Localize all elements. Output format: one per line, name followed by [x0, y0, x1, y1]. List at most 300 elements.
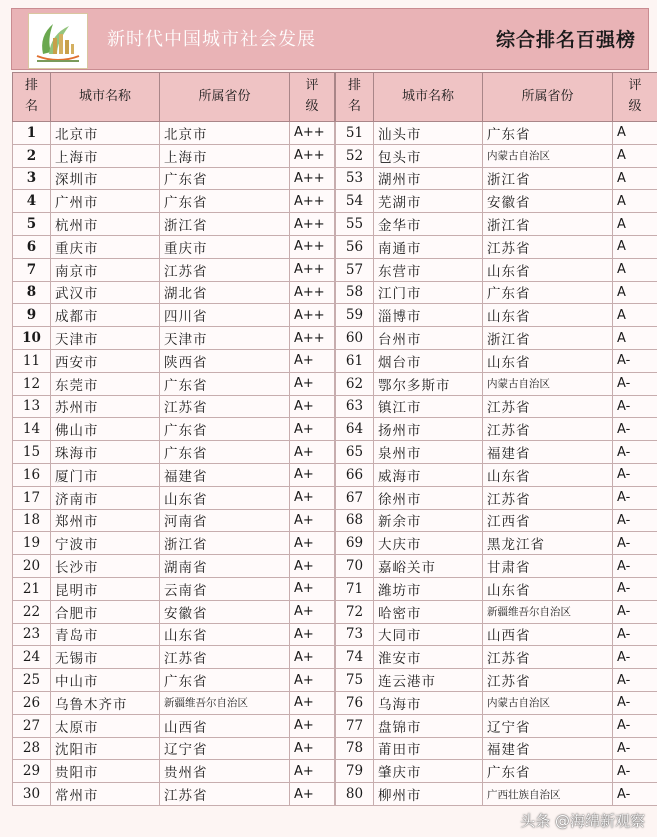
table-row [336, 122, 657, 145]
table-row [13, 714, 335, 737]
column-header-rank: 排名 [336, 73, 374, 122]
city-name-cell: 武汉市 [51, 281, 160, 304]
table-row [336, 235, 657, 258]
province-cell: 浙江省 [483, 213, 613, 236]
table-header-row [13, 73, 335, 122]
city-name-cell: 贵阳市 [51, 760, 160, 783]
table-row [13, 691, 335, 714]
grade-cell: A- [613, 509, 657, 532]
grade-cell: A+ [290, 509, 335, 532]
grade-cell: A+ [290, 532, 335, 555]
table-row [336, 714, 657, 737]
grade-cell: A+ [290, 669, 335, 692]
table-row [13, 327, 335, 350]
city-name-cell: 沈阳市 [51, 737, 160, 760]
province-cell: 甘肃省 [483, 555, 613, 578]
table-row [336, 349, 657, 372]
city-name-cell: 盘锦市 [374, 714, 483, 737]
province-cell: 陕西省 [160, 349, 290, 372]
province-cell: 福建省 [483, 737, 613, 760]
city-name-cell: 包头市 [374, 144, 483, 167]
table-body-left [13, 122, 335, 806]
city-name-cell: 连云港市 [374, 669, 483, 692]
city-name-cell: 台州市 [374, 327, 483, 350]
table-row [336, 669, 657, 692]
rank-cell: 3 [13, 167, 51, 190]
ranking-subtitle: 综合排名百强榜 [495, 29, 636, 51]
grade-cell: A+ [290, 577, 335, 600]
grade-cell: A+ [290, 555, 335, 578]
grade-cell: A- [613, 783, 657, 806]
grade-cell: A- [613, 372, 657, 395]
province-cell: 内蒙古自治区 [483, 372, 613, 395]
rank-cell: 70 [336, 555, 374, 578]
rank-cell: 67 [336, 486, 374, 509]
table-row [13, 486, 335, 509]
city-name-cell: 汕头市 [374, 122, 483, 145]
city-name-cell: 大同市 [374, 623, 483, 646]
grade-cell: A- [613, 600, 657, 623]
table-row [336, 281, 657, 304]
province-cell: 重庆市 [160, 235, 290, 258]
city-name-cell: 广州市 [51, 190, 160, 213]
rank-cell: 8 [13, 281, 51, 304]
province-cell: 山东省 [160, 623, 290, 646]
rank-cell: 11 [13, 349, 51, 372]
grade-cell: A- [613, 441, 657, 464]
province-cell: 山东省 [483, 258, 613, 281]
grade-cell: A+ [290, 623, 335, 646]
province-cell: 山东省 [483, 463, 613, 486]
page-title: 新时代中国城市社会发展 [107, 29, 316, 50]
rank-cell: 69 [336, 532, 374, 555]
grade-cell: A- [613, 486, 657, 509]
province-cell: 江苏省 [483, 669, 613, 692]
province-cell: 广东省 [483, 122, 613, 145]
rank-cell: 80 [336, 783, 374, 806]
province-cell: 山东省 [483, 349, 613, 372]
table-row [13, 463, 335, 486]
grade-cell: A+ [290, 600, 335, 623]
rank-cell: 63 [336, 395, 374, 418]
province-cell: 江苏省 [483, 418, 613, 441]
grade-cell: A [613, 281, 657, 304]
grade-cell: A++ [290, 122, 335, 145]
grade-cell: A [613, 304, 657, 327]
grade-cell: A++ [290, 167, 335, 190]
grade-cell: A- [613, 395, 657, 418]
rank-cell: 16 [13, 463, 51, 486]
province-cell: 安徽省 [160, 600, 290, 623]
province-cell: 新疆维吾尔自治区 [160, 691, 290, 714]
rank-cell: 75 [336, 669, 374, 692]
table-row [336, 760, 657, 783]
table-row [336, 577, 657, 600]
city-name-cell: 金华市 [374, 213, 483, 236]
province-cell: 山东省 [160, 486, 290, 509]
rank-cell: 53 [336, 167, 374, 190]
column-header-grade: 评级 [290, 73, 335, 122]
table-row [336, 144, 657, 167]
rank-cell: 12 [13, 372, 51, 395]
province-cell: 安徽省 [483, 190, 613, 213]
province-cell: 山西省 [483, 623, 613, 646]
city-name-cell: 昆明市 [51, 577, 160, 600]
province-cell: 广东省 [160, 441, 290, 464]
rank-cell: 2 [13, 144, 51, 167]
city-name-cell: 哈密市 [374, 600, 483, 623]
rank-cell: 62 [336, 372, 374, 395]
city-name-cell: 深圳市 [51, 167, 160, 190]
grade-cell: A- [613, 349, 657, 372]
table-row [13, 349, 335, 372]
watermark: 头条 @海绵新观察 [520, 812, 645, 830]
city-name-cell: 南通市 [374, 235, 483, 258]
rank-cell: 6 [13, 235, 51, 258]
ranking-table-left [12, 72, 335, 806]
column-header-rank: 排名 [13, 73, 51, 122]
table-row [13, 235, 335, 258]
city-name-cell: 东营市 [374, 258, 483, 281]
city-name-cell: 莆田市 [374, 737, 483, 760]
table-row [13, 532, 335, 555]
table-row [336, 600, 657, 623]
grade-cell: A [613, 167, 657, 190]
province-cell: 广东省 [160, 669, 290, 692]
table-row [336, 737, 657, 760]
table-row [13, 122, 335, 145]
grade-cell: A- [613, 418, 657, 441]
city-name-cell: 中山市 [51, 669, 160, 692]
table-row [336, 327, 657, 350]
rank-cell: 78 [336, 737, 374, 760]
grade-cell: A+ [290, 372, 335, 395]
province-cell: 福建省 [160, 463, 290, 486]
rank-cell: 60 [336, 327, 374, 350]
province-cell: 广东省 [160, 372, 290, 395]
city-name-cell: 扬州市 [374, 418, 483, 441]
table-header-row [336, 73, 657, 122]
province-cell: 江苏省 [483, 395, 613, 418]
table-row [336, 258, 657, 281]
table-row [336, 418, 657, 441]
table-row [13, 509, 335, 532]
province-cell: 广东省 [483, 281, 613, 304]
rank-cell: 52 [336, 144, 374, 167]
table-row [336, 509, 657, 532]
rank-cell: 27 [13, 714, 51, 737]
grade-cell: A++ [290, 281, 335, 304]
table-row [13, 441, 335, 464]
column-header-city: 城市名称 [374, 73, 483, 122]
rank-cell: 17 [13, 486, 51, 509]
province-cell: 广东省 [160, 167, 290, 190]
province-cell: 浙江省 [483, 167, 613, 190]
rank-cell: 56 [336, 235, 374, 258]
rank-cell: 7 [13, 258, 51, 281]
grade-cell: A+ [290, 783, 335, 806]
grade-cell: A++ [290, 258, 335, 281]
province-cell: 北京市 [160, 122, 290, 145]
grade-cell: A+ [290, 714, 335, 737]
table-row [13, 304, 335, 327]
column-header-grade: 评级 [613, 73, 657, 122]
rank-cell: 73 [336, 623, 374, 646]
rank-cell: 22 [13, 600, 51, 623]
grade-cell: A [613, 144, 657, 167]
city-name-cell: 嘉峪关市 [374, 555, 483, 578]
rank-cell: 1 [13, 122, 51, 145]
city-name-cell: 上海市 [51, 144, 160, 167]
city-name-cell: 长沙市 [51, 555, 160, 578]
city-name-cell: 乌海市 [374, 691, 483, 714]
province-cell: 湖北省 [160, 281, 290, 304]
header-banner [11, 8, 649, 70]
rank-cell: 66 [336, 463, 374, 486]
province-cell: 江西省 [483, 509, 613, 532]
province-cell: 山西省 [160, 714, 290, 737]
grade-cell: A+ [290, 349, 335, 372]
table-row [336, 646, 657, 669]
city-name-cell: 烟台市 [374, 349, 483, 372]
province-cell: 广西壮族自治区 [483, 783, 613, 806]
city-name-cell: 徐州市 [374, 486, 483, 509]
city-name-cell: 芜湖市 [374, 190, 483, 213]
table-body-right [336, 122, 657, 806]
table-row [336, 395, 657, 418]
province-cell: 山东省 [483, 577, 613, 600]
table-row [13, 418, 335, 441]
table-row [13, 760, 335, 783]
rank-cell: 54 [336, 190, 374, 213]
province-cell: 云南省 [160, 577, 290, 600]
province-cell: 江苏省 [160, 395, 290, 418]
table-row [336, 532, 657, 555]
rank-cell: 25 [13, 669, 51, 692]
province-cell: 江苏省 [483, 646, 613, 669]
province-cell: 江苏省 [483, 235, 613, 258]
city-name-cell: 成都市 [51, 304, 160, 327]
grade-cell: A- [613, 463, 657, 486]
table-row [336, 441, 657, 464]
grade-cell: A- [613, 737, 657, 760]
grade-cell: A+ [290, 441, 335, 464]
province-cell: 天津市 [160, 327, 290, 350]
city-name-cell: 大庆市 [374, 532, 483, 555]
table-row [13, 258, 335, 281]
province-cell: 辽宁省 [483, 714, 613, 737]
rank-cell: 13 [13, 395, 51, 418]
rank-cell: 26 [13, 691, 51, 714]
city-name-cell: 湖州市 [374, 167, 483, 190]
province-cell: 山东省 [483, 304, 613, 327]
city-name-cell: 杭州市 [51, 213, 160, 236]
grade-cell: A++ [290, 213, 335, 236]
column-header-province: 所属省份 [160, 73, 290, 122]
province-cell: 广东省 [160, 418, 290, 441]
city-name-cell: 佛山市 [51, 418, 160, 441]
province-cell: 江苏省 [483, 486, 613, 509]
province-cell: 浙江省 [483, 327, 613, 350]
province-cell: 江苏省 [160, 646, 290, 669]
rank-cell: 65 [336, 441, 374, 464]
grade-cell: A+ [290, 486, 335, 509]
rank-cell: 23 [13, 623, 51, 646]
table-row [13, 555, 335, 578]
table-row [336, 486, 657, 509]
city-name-cell: 青岛市 [51, 623, 160, 646]
table-row [13, 669, 335, 692]
table-row [336, 304, 657, 327]
rank-cell: 29 [13, 760, 51, 783]
city-name-cell: 西安市 [51, 349, 160, 372]
rank-cell: 58 [336, 281, 374, 304]
city-name-cell: 常州市 [51, 783, 160, 806]
province-cell: 新疆维吾尔自治区 [483, 600, 613, 623]
rank-cell: 68 [336, 509, 374, 532]
rank-cell: 76 [336, 691, 374, 714]
city-name-cell: 潍坊市 [374, 577, 483, 600]
table-row [336, 623, 657, 646]
ranking-table-right [335, 72, 657, 806]
table-row [13, 623, 335, 646]
province-cell: 内蒙古自治区 [483, 144, 613, 167]
rank-cell: 10 [13, 327, 51, 350]
grade-cell: A++ [290, 327, 335, 350]
city-name-cell: 鄂尔多斯市 [374, 372, 483, 395]
city-name-cell: 北京市 [51, 122, 160, 145]
province-cell: 内蒙古自治区 [483, 691, 613, 714]
city-name-cell: 威海市 [374, 463, 483, 486]
rank-cell: 77 [336, 714, 374, 737]
grade-cell: A- [613, 714, 657, 737]
grade-cell: A [613, 190, 657, 213]
table-row [13, 281, 335, 304]
city-name-cell: 乌鲁木齐市 [51, 691, 160, 714]
grade-cell: A+ [290, 646, 335, 669]
table-row [13, 395, 335, 418]
city-name-cell: 厦门市 [51, 463, 160, 486]
grade-cell: A+ [290, 395, 335, 418]
city-name-cell: 江门市 [374, 281, 483, 304]
rank-cell: 21 [13, 577, 51, 600]
table-row [336, 691, 657, 714]
city-name-cell: 柳州市 [374, 783, 483, 806]
city-name-cell: 太原市 [51, 714, 160, 737]
city-name-cell: 无锡市 [51, 646, 160, 669]
table-row [336, 213, 657, 236]
province-cell: 辽宁省 [160, 737, 290, 760]
city-name-cell: 东莞市 [51, 372, 160, 395]
rank-cell: 64 [336, 418, 374, 441]
city-name-cell: 南京市 [51, 258, 160, 281]
city-name-cell: 宁波市 [51, 532, 160, 555]
grade-cell: A++ [290, 235, 335, 258]
rank-cell: 14 [13, 418, 51, 441]
table-row [336, 555, 657, 578]
table-row [13, 783, 335, 806]
province-cell: 贵州省 [160, 760, 290, 783]
province-cell: 江苏省 [160, 258, 290, 281]
table-row [13, 646, 335, 669]
table-row [13, 213, 335, 236]
grade-cell: A- [613, 577, 657, 600]
grade-cell: A [613, 122, 657, 145]
grade-cell: A- [613, 669, 657, 692]
city-name-cell: 苏州市 [51, 395, 160, 418]
table-row [13, 167, 335, 190]
province-cell: 上海市 [160, 144, 290, 167]
grade-cell: A- [613, 623, 657, 646]
rank-cell: 72 [336, 600, 374, 623]
grade-cell: A- [613, 532, 657, 555]
rank-cell: 74 [336, 646, 374, 669]
rank-cell: 79 [336, 760, 374, 783]
rank-cell: 61 [336, 349, 374, 372]
city-name-cell: 珠海市 [51, 441, 160, 464]
city-name-cell: 淄博市 [374, 304, 483, 327]
grade-cell: A+ [290, 737, 335, 760]
province-cell: 江苏省 [160, 783, 290, 806]
city-name-cell: 肇庆市 [374, 760, 483, 783]
table-row [336, 190, 657, 213]
grade-cell: A++ [290, 144, 335, 167]
grade-cell: A- [613, 646, 657, 669]
table-row [336, 463, 657, 486]
table-row [13, 372, 335, 395]
province-cell: 四川省 [160, 304, 290, 327]
table-row [13, 144, 335, 167]
rank-cell: 71 [336, 577, 374, 600]
city-name-cell: 郑州市 [51, 509, 160, 532]
rank-cell: 30 [13, 783, 51, 806]
city-logo-icon [29, 14, 87, 68]
province-cell: 河南省 [160, 509, 290, 532]
grade-cell: A+ [290, 418, 335, 441]
rank-cell: 9 [13, 304, 51, 327]
grade-cell: A- [613, 555, 657, 578]
city-name-cell: 合肥市 [51, 600, 160, 623]
logo [28, 13, 88, 69]
grade-cell: A++ [290, 190, 335, 213]
rank-cell: 28 [13, 737, 51, 760]
column-header-city: 城市名称 [51, 73, 160, 122]
city-name-cell: 泉州市 [374, 441, 483, 464]
grade-cell: A+ [290, 691, 335, 714]
grade-cell: A+ [290, 463, 335, 486]
province-cell: 广东省 [483, 760, 613, 783]
rank-cell: 18 [13, 509, 51, 532]
table-row [336, 167, 657, 190]
rank-cell: 57 [336, 258, 374, 281]
grade-cell: A [613, 327, 657, 350]
province-cell: 广东省 [160, 190, 290, 213]
rank-cell: 51 [336, 122, 374, 145]
grade-cell: A- [613, 760, 657, 783]
table-row [336, 783, 657, 806]
province-cell: 湖南省 [160, 555, 290, 578]
rank-cell: 5 [13, 213, 51, 236]
table-row [336, 372, 657, 395]
grade-cell: A- [613, 691, 657, 714]
grade-cell: A [613, 258, 657, 281]
city-name-cell: 淮安市 [374, 646, 483, 669]
province-cell: 黑龙江省 [483, 532, 613, 555]
table-row [13, 600, 335, 623]
column-header-province: 所属省份 [483, 73, 613, 122]
table-row [13, 190, 335, 213]
province-cell: 浙江省 [160, 532, 290, 555]
